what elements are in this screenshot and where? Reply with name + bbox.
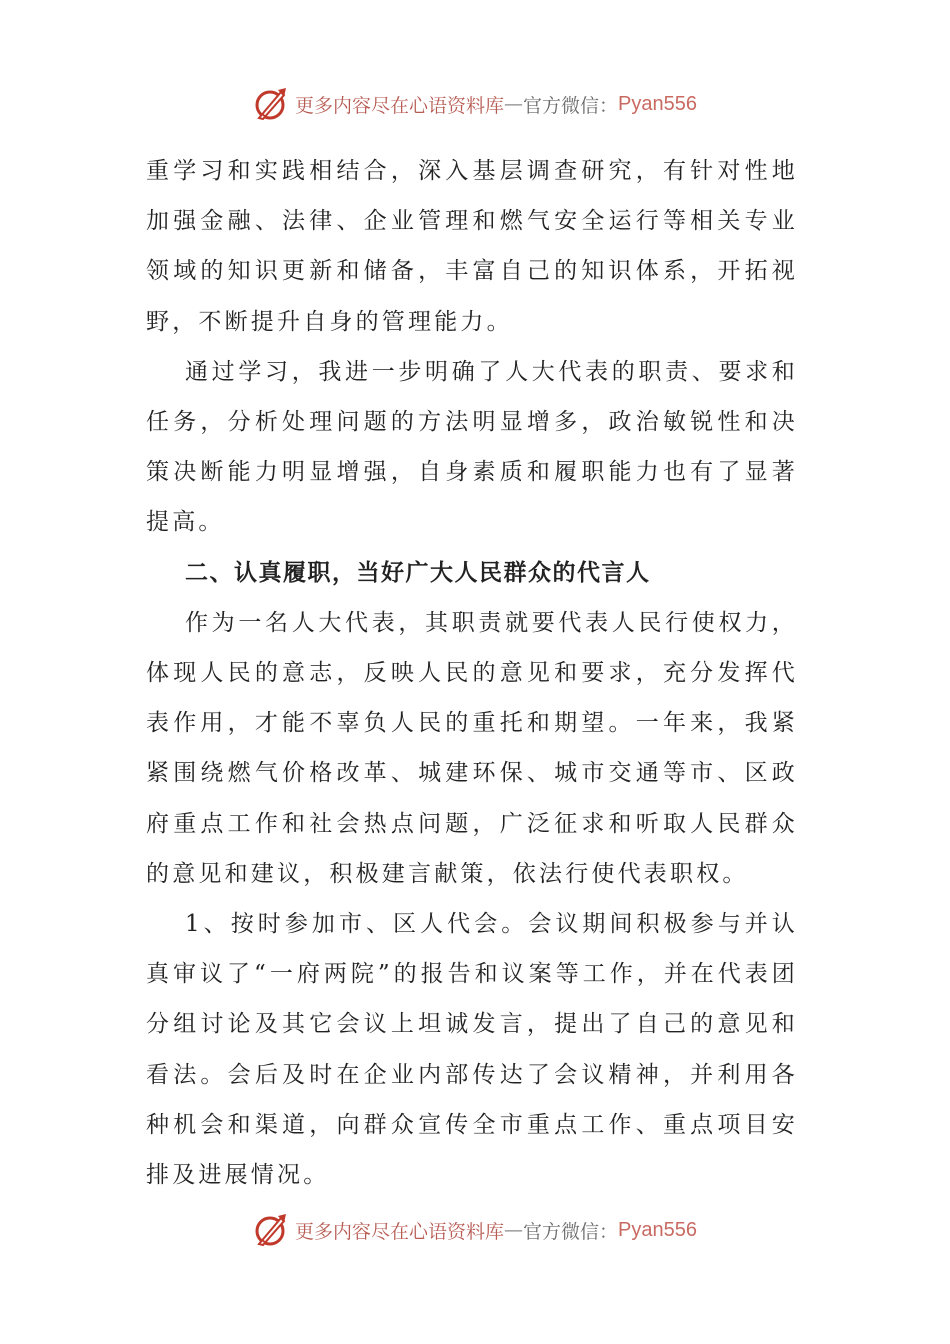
watermark-text: 更多内容尽在心语资料库 xyxy=(295,94,505,117)
paragraph-continuation: 重学习和实践相结合，深入基层调查研究，有针对性地加强金融、法律、企业管理和燃气安全运行等相关专业领域的知识更新和储备，丰富自己的知识体系，开拓视野，不断提升自身的管理能力。 xyxy=(146,158,798,335)
header-watermark xyxy=(0,84,950,124)
document-body xyxy=(146,146,798,1200)
paragraph-congress-attendance: 1、按时参加市、区人代会。会议期间积极参与并认真审议了“一府两院”的报告和议案等工作，并在代表团分组讨论及其它会议上坦诚发言，提出了自己的意见和看法。会后及时在企业内部传达了会议精神，并利用各种机会和渠道，向群众宣传全市重点工作、重点项目安排及进展情况。 xyxy=(146,911,798,1189)
watermark-dash: — xyxy=(504,93,524,115)
watermark-wechat-id: Pyan556 xyxy=(618,92,697,115)
watermark-text: 更多内容尽在心语资料库 xyxy=(295,1220,505,1243)
paragraph-study-results: 通过学习，我进一步明确了人大代表的职责、要求和任务，分析处理问题的方法明显增多，政治敏锐性和决策决断能力明显增强，自身素质和履职能力也有了显著提高。 xyxy=(146,358,798,536)
watermark-dash: — xyxy=(504,1219,524,1241)
paragraph-duties: 作为一名人大代表，其职责就要代表人民行使权力，体现人民的意志，反映人民的意见和要求，充分发挥代表作用，才能不辜负人民的重托和期望。一年来，我紧紧围绕燃气价格改革、城建环保、城市交通等市、区政府重点工作和社会热点问题，广泛征求和听取人民群众的意见和建议，积极建言献策，依法行使代表职权。 xyxy=(146,609,798,887)
watermark-wechat-id: Pyan556 xyxy=(618,1218,697,1241)
footer-watermark xyxy=(0,1210,950,1250)
watermark-label: 官方微信： xyxy=(523,94,619,117)
quill-logo-icon xyxy=(253,86,289,122)
watermark-label: 官方微信： xyxy=(523,1220,619,1243)
section-heading: 二、认真履职，当好广大人民群众的代言人 xyxy=(185,559,651,586)
quill-logo-icon xyxy=(253,1212,289,1248)
